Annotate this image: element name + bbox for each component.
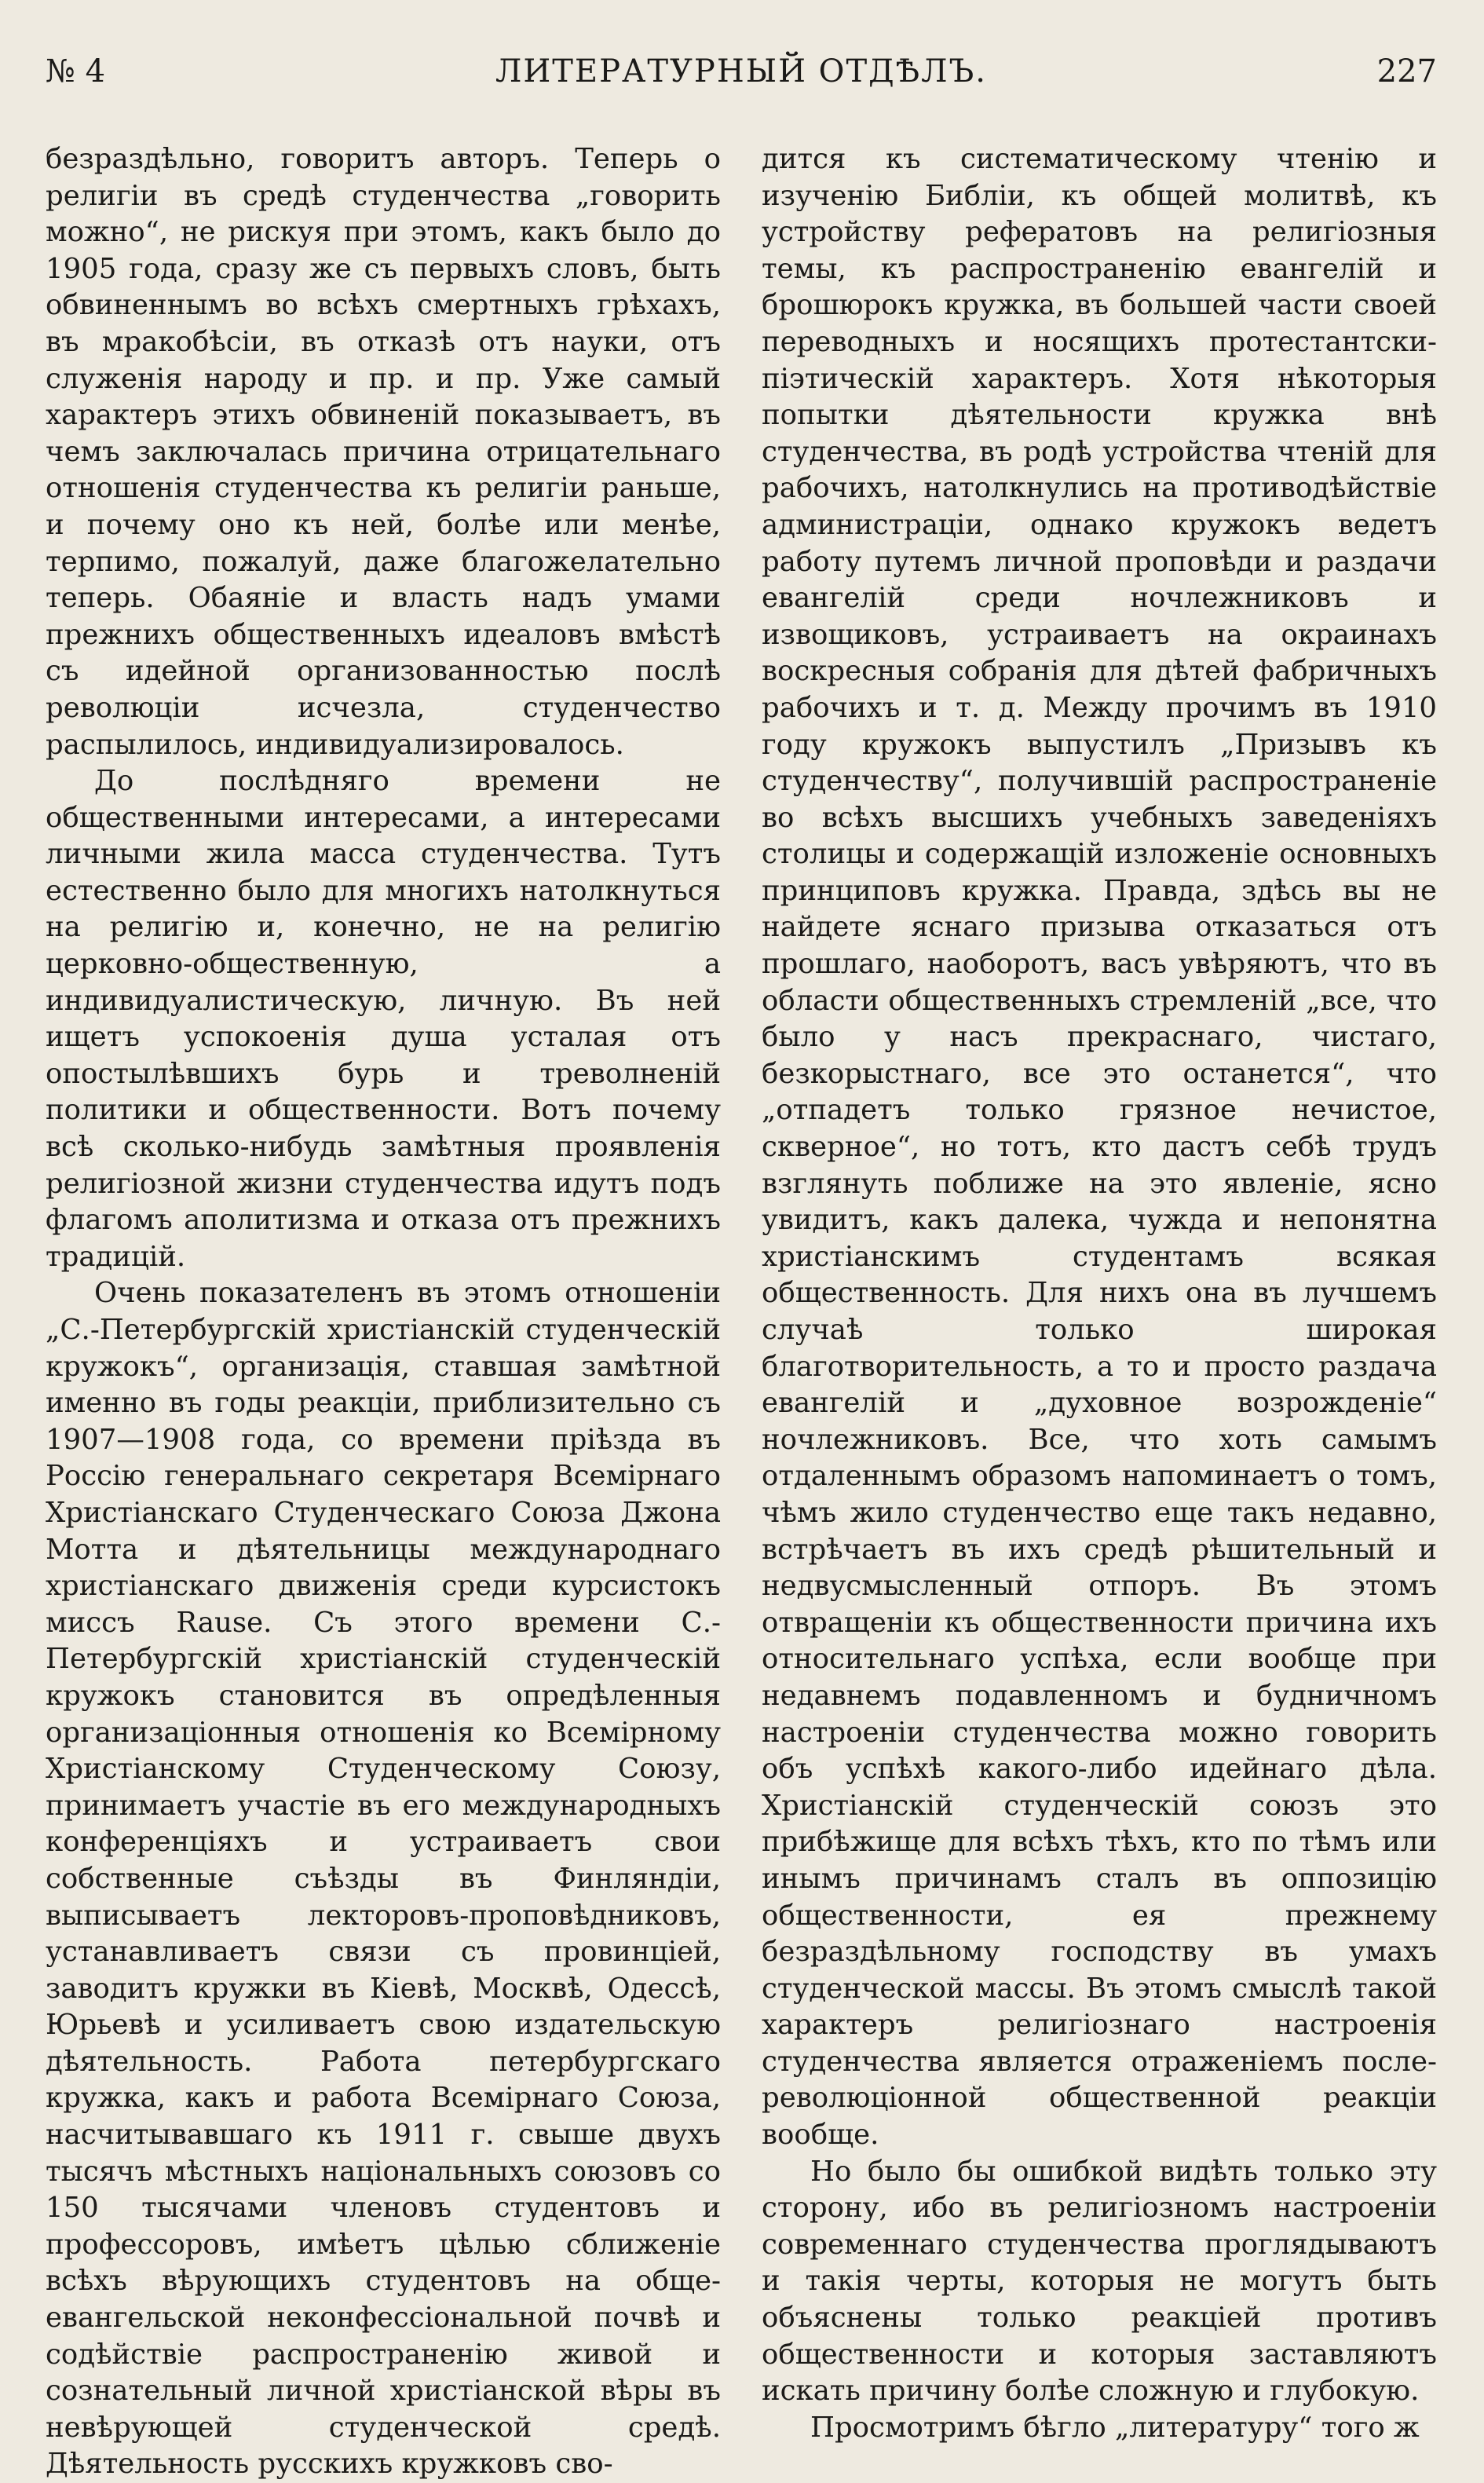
right-column (762, 141, 1437, 2446)
paragraph: Но было бы ошибкой видѣть только эту сторону, ибо въ религіозномъ настроеніи современнаго студенчества проглядываютъ и такія черты, которыя не могутъ быть объяснены только реакціей противъ общественности и которыя заставляютъ искать причину болѣе сложную и глубокую. (762, 2155, 1437, 2408)
running-header (46, 46, 1437, 94)
page-number: 227 (1376, 53, 1437, 90)
section-title: ЛИТЕРАТУРНЫЙ ОТДѢЛЪ. (495, 53, 987, 90)
paragraph: Очень показателенъ въ этомъ отношеніи „С.-Петербургскій христіанскій студенческій кружокъ“, организація, ставшая замѣтной именно въ годы реакціи, приблизительно съ 1907—1908 года, со времени пріѣзда въ Россію генеральнаго секретаря Всемірнаго Христіанскаго Студенческаго Союза Джона Мотта и дѣятельницы международнаго христіанскаго движенія среди курсистокъ миссъ Rause. Съ этого времени С.-Петербургскій христіанскій студенческій кружокъ становится въ опредѣленныя организаціонныя отношенія ко Всемірному Христіанскому Студенческому Союзу, принимаетъ участіе въ его международныхъ конференціяхъ и устраиваетъ свои собственные съѣзды въ Финляндіи, выписываетъ лекторовъ-проповѣдниковъ, устанавливаетъ связи съ провинціей, заводитъ кружки въ Кіевѣ, Москвѣ, Одессѣ, Юрьевѣ и усиливаетъ свою издательскую дѣятельность. Работа петербургскаго кружка, какъ и работа Всемірнаго Союза, насчитывавшаго къ 1911 г. свыше двухъ тысячъ мѣстныхъ національныхъ союзовъ со 150 тысячами членовъ студентовъ и профессоровъ, имѣетъ цѣлью сближеніе всѣхъ вѣрующихъ студентовъ на обще-евангельской неконфессіональной почвѣ и содѣйствіе распространенію живой и сознательный личной христіанской вѣры въ невѣрующей студенческой средѣ. Дѣятельность русскихъ кружковъ сво- (46, 1277, 721, 2481)
paragraph: безраздѣльно, говоритъ авторъ. Теперь о религіи въ средѣ студенчества „говорить можно“, не рискуя при этомъ, какъ было до 1905 года, сразу же съ первыхъ словъ, быть обвиненнымъ во всѣхъ смертныхъ грѣхахъ, въ мракобѣсіи, въ отказѣ отъ науки, отъ служенія народу и пр. и пр. Уже самый характеръ этихъ обвиненій показываетъ, въ чемъ заключалась причина отрицательнаго отношенія студенчества къ религіи раньше, и почему оно къ ней, болѣе или менѣе, терпимо, пожалуй, даже благожелательно теперь. Обаяніе и власть надъ умами прежнихъ общественныхъ идеаловъ вмѣстѣ съ идейной организованностью послѣ революціи исчезла, студенчество распылилось, индивидуализировалось. (46, 143, 721, 761)
left-column (46, 141, 721, 2483)
issue-number: № 4 (46, 53, 106, 90)
paragraph: До послѣдняго времени не общественными интересами, а интересами личными жила масса студенчества. Тутъ естественно было для многихъ натолкнуться на религію и, конечно, не на религію церковно-общественную, а индивидуалистическую, личную. Въ ней ищетъ успокоенія душа усталая отъ опостылѣвшихъ бурь и треволненій политики и общественности. Вотъ почему всѣ сколько-нибудь замѣтныя проявленія религіозной жизни студенчества идутъ подъ флагомъ аполитизма и отказа отъ прежнихъ традицій. (46, 765, 721, 1273)
paragraph: дится къ систематическому чтенію и изученію Библіи, къ общей молитвѣ, къ устройству рефератовъ на религіозныя темы, къ распространенію евангелій и брошюрокъ кружка, въ большей части своей переводныхъ и носящихъ протестантски-піэтическій характеръ. Хотя нѣкоторыя попытки дѣятельности кружка внѣ студенчества, въ родѣ устройства чтеній для рабочихъ, натолкнулись на противодѣйствіе администраціи, однако кружокъ ведетъ работу путемъ личной проповѣди и раздачи евангелій среди ночлежниковъ и извощиковъ, устраиваетъ на окраинахъ воскресныя собранія для дѣтей фабричныхъ рабочихъ и т. д. Между прочимъ въ 1910 году кружокъ выпустилъ „Призывъ къ студенчеству“, получившій распространеніе во всѣхъ высшихъ учебныхъ заведеніяхъ столицы и содержащій изложеніе основныхъ принциповъ кружка. Правда, здѣсь вы не найдете яснаго призыва отказаться отъ прошлаго, наоборотъ, васъ увѣряютъ, что въ области общественныхъ стремленій „все, что было у насъ прекраснаго, чистаго, безкорыстнаго, все это останется“, что „отпадетъ только грязное нечистое, скверное“, но тотъ, кто дастъ себѣ трудъ взглянуть поближе на это явленіе, ясно увидитъ, какъ далека, чужда и непонятна христіанскимъ студентамъ всякая общественность. Для нихъ она въ лучшемъ случаѣ только широкая благотворительность, а то и просто раздача евангелій и „духовное возрожденіе“ ночлежниковъ. Все, что хоть самымъ отдаленнымъ образомъ напоминаетъ о томъ, чѣмъ жило студенчество еще такъ недавно, встрѣчаетъ въ ихъ средѣ рѣшительный и недвусмысленный отпоръ. Въ этомъ отвращеніи къ общественности причина ихъ относительнаго успѣха, если вообще при недавнемъ подавленномъ и будничномъ настроеніи студенчества можно говорить объ успѣхѣ какого-либо идейнаго дѣла. Христіанскій студенческій союзъ это прибѣжище для всѣхъ тѣхъ, кто по тѣмъ или инымъ причинамъ сталъ въ оппозицію общественности, ея прежнему безраздѣльному господству въ умахъ студенческой массы. Въ этомъ смыслѣ такой характеръ религіознаго настроенія студенчества является отраженіемъ после-революціонной общественной реакціи вообще. (762, 143, 1437, 2152)
paragraph: Просмотримъ бѣгло „литературу“ того ж (810, 2411, 1420, 2444)
